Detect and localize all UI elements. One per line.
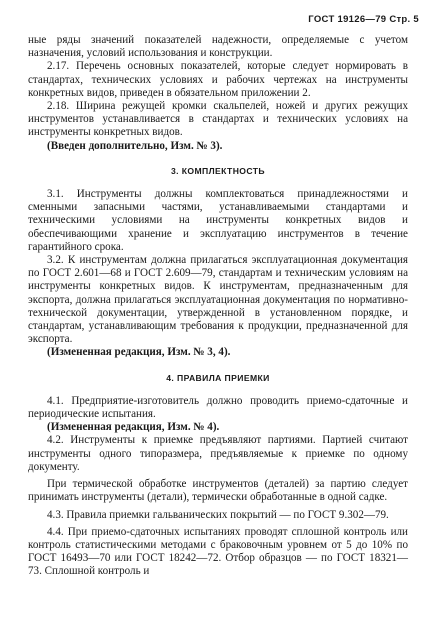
paragraph-2-17: 2.17. Перечень основных показателей, которые следует нормировать в стандартах, технических условиях и рабочих чертежах на инструменты конкретных видов, приведен в обязательном приложении 2. [28, 60, 408, 99]
amendment-note: (Введен дополнительно, Изм. № 3). [47, 139, 223, 152]
paragraph-4-3: 4.3. Правила приемки гальванических покрытий — по ГОСТ 9.302—79. [47, 508, 389, 521]
page-body [28, 34, 408, 579]
paragraph-4-4: 4.4. При приемо-сдаточных испытаниях проводят сплошной контроль или контроль статистическими методами с браковочным уровнем от 5 до 10% по ГОСТ 16493—70 или ГОСТ 18242—72. Отбор образцов — по ГОСТ 18321—73. Сплошной контроль и [28, 525, 408, 578]
section-4-heading: 4. ПРАВИЛА ПРИЕМКИ [166, 372, 270, 383]
paragraph-4-1: 4.1. Предприятие-изготовитель должно проводить приемо-сдаточные и периодические испытания. [28, 394, 408, 421]
paragraph-heat-treatment: При термической обработке инструментов (деталей) за партию следует принимать инструменты (детали), термически обработанные в одной садке. [28, 478, 408, 504]
amendment-note: (Измененная редакция, Изм. № 4). [47, 421, 220, 434]
section-3-heading: 3. КОМПЛЕКТНОСТЬ [171, 165, 265, 176]
paragraph-2-18: 2.18. Ширина режущей кромки скальпелей, ножей и других режущих инструментов устанавливается в стандартах и технических условиях на инструменты конкретных видов. [28, 100, 408, 139]
paragraph-3-2: 3.2. К инструментам должна прилагаться эксплуатационная документация по ГОСТ 2.601—68 и ГОСТ 2.609—79, стандартам и техническим условиям на инструменты конкретных видов. К инструментам, предназначенным для экспорта, должна прилагаться эксплуатационная документация по нормативно-технической документации, утвержденной в установленном порядке, и стандартам, устанавливающим требования к продукции, предназначенной для экспорта. [28, 254, 408, 346]
amendment-note: (Измененная редакция, Изм. № 3, 4). [47, 346, 231, 359]
paragraph-4-2: 4.2. Инструменты к приемке предъявляют партиями. Партией считают инструменты одного типоразмера, предъявляемые к приемке по одному документу. [28, 434, 408, 473]
paragraph-3-1: 3.1. Инструменты должны комплектоваться принадлежностями и сменными запасными частями, устанавливаемыми стандартами и техническими условиями на инструменты конкретных видов и обеспечивающими хранение и эксплуатацию инструментов в течение гарантийного срока. [28, 188, 408, 253]
running-header: ГОСТ 19126—79 Стр. 5 [308, 14, 419, 25]
paragraph-continuation: ные ряды значений показателей надежности, определяемые с учетом назначения, условий использования и конструкции. [28, 34, 408, 60]
